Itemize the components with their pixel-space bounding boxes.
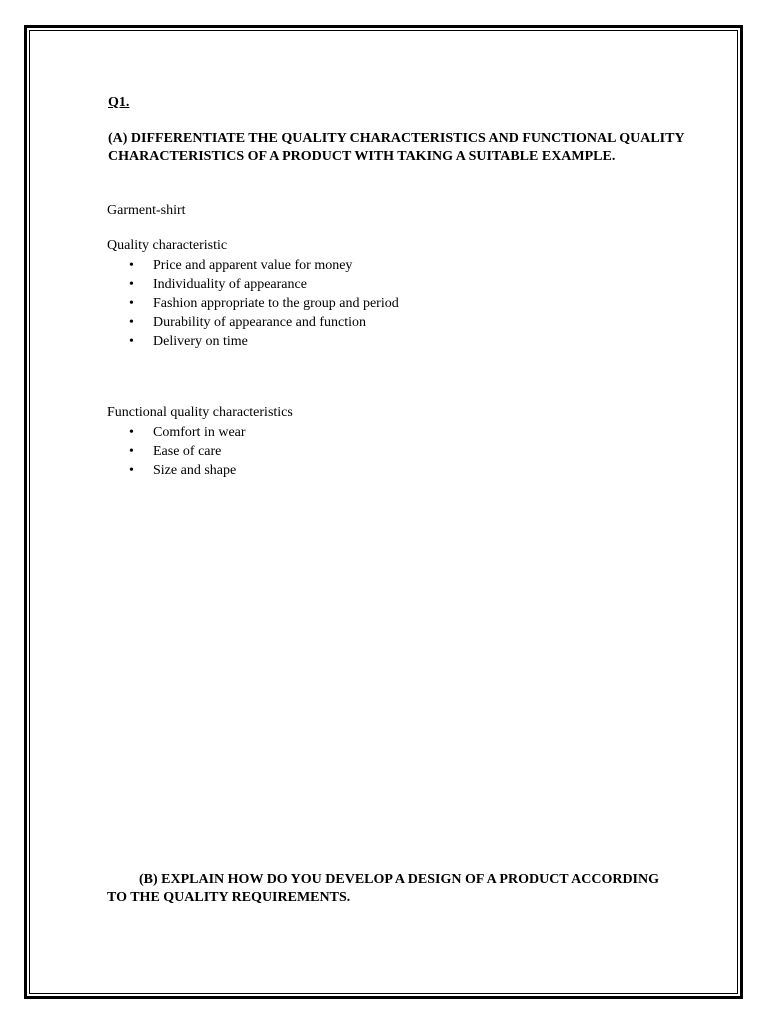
part-b-heading-text: (B) EXPLAIN HOW DO YOU DEVELOP A DESIGN OF A PRODUCT ACCORDING TO THE QUALITY REQUIREMENTS. (107, 872, 660, 905)
list-item: • Durability of appearance and function (129, 314, 399, 333)
quality-characteristic-list (129, 257, 399, 352)
part-b-heading (107, 871, 667, 907)
list-item: • Fashion appropriate to the group and period (129, 295, 399, 314)
functional-quality-title: Functional quality characteristics (107, 405, 293, 420)
list-item: • Size and shape (129, 462, 246, 481)
list-item: • Individuality of appearance (129, 276, 399, 295)
question-label: Q1. (108, 95, 130, 110)
quality-characteristic-title: Quality characteristic (107, 238, 228, 253)
page-border-inner (29, 30, 738, 994)
list-item: • Comfort in wear (129, 424, 246, 443)
list-item: • Ease of care (129, 443, 246, 462)
part-a-heading: (A) DIFFERENTIATE THE QUALITY CHARACTERISTICS AND FUNCTIONAL QUALITY CHARACTERISTICS OF A PRODUCT WITH TAKING A SUITABLE EXAMPLE. (108, 131, 685, 164)
example-text: Garment-shirt (107, 203, 186, 218)
list-item: • Delivery on time (129, 333, 399, 352)
list-item: • Price and apparent value for money (129, 257, 399, 276)
functional-quality-list (129, 424, 246, 481)
